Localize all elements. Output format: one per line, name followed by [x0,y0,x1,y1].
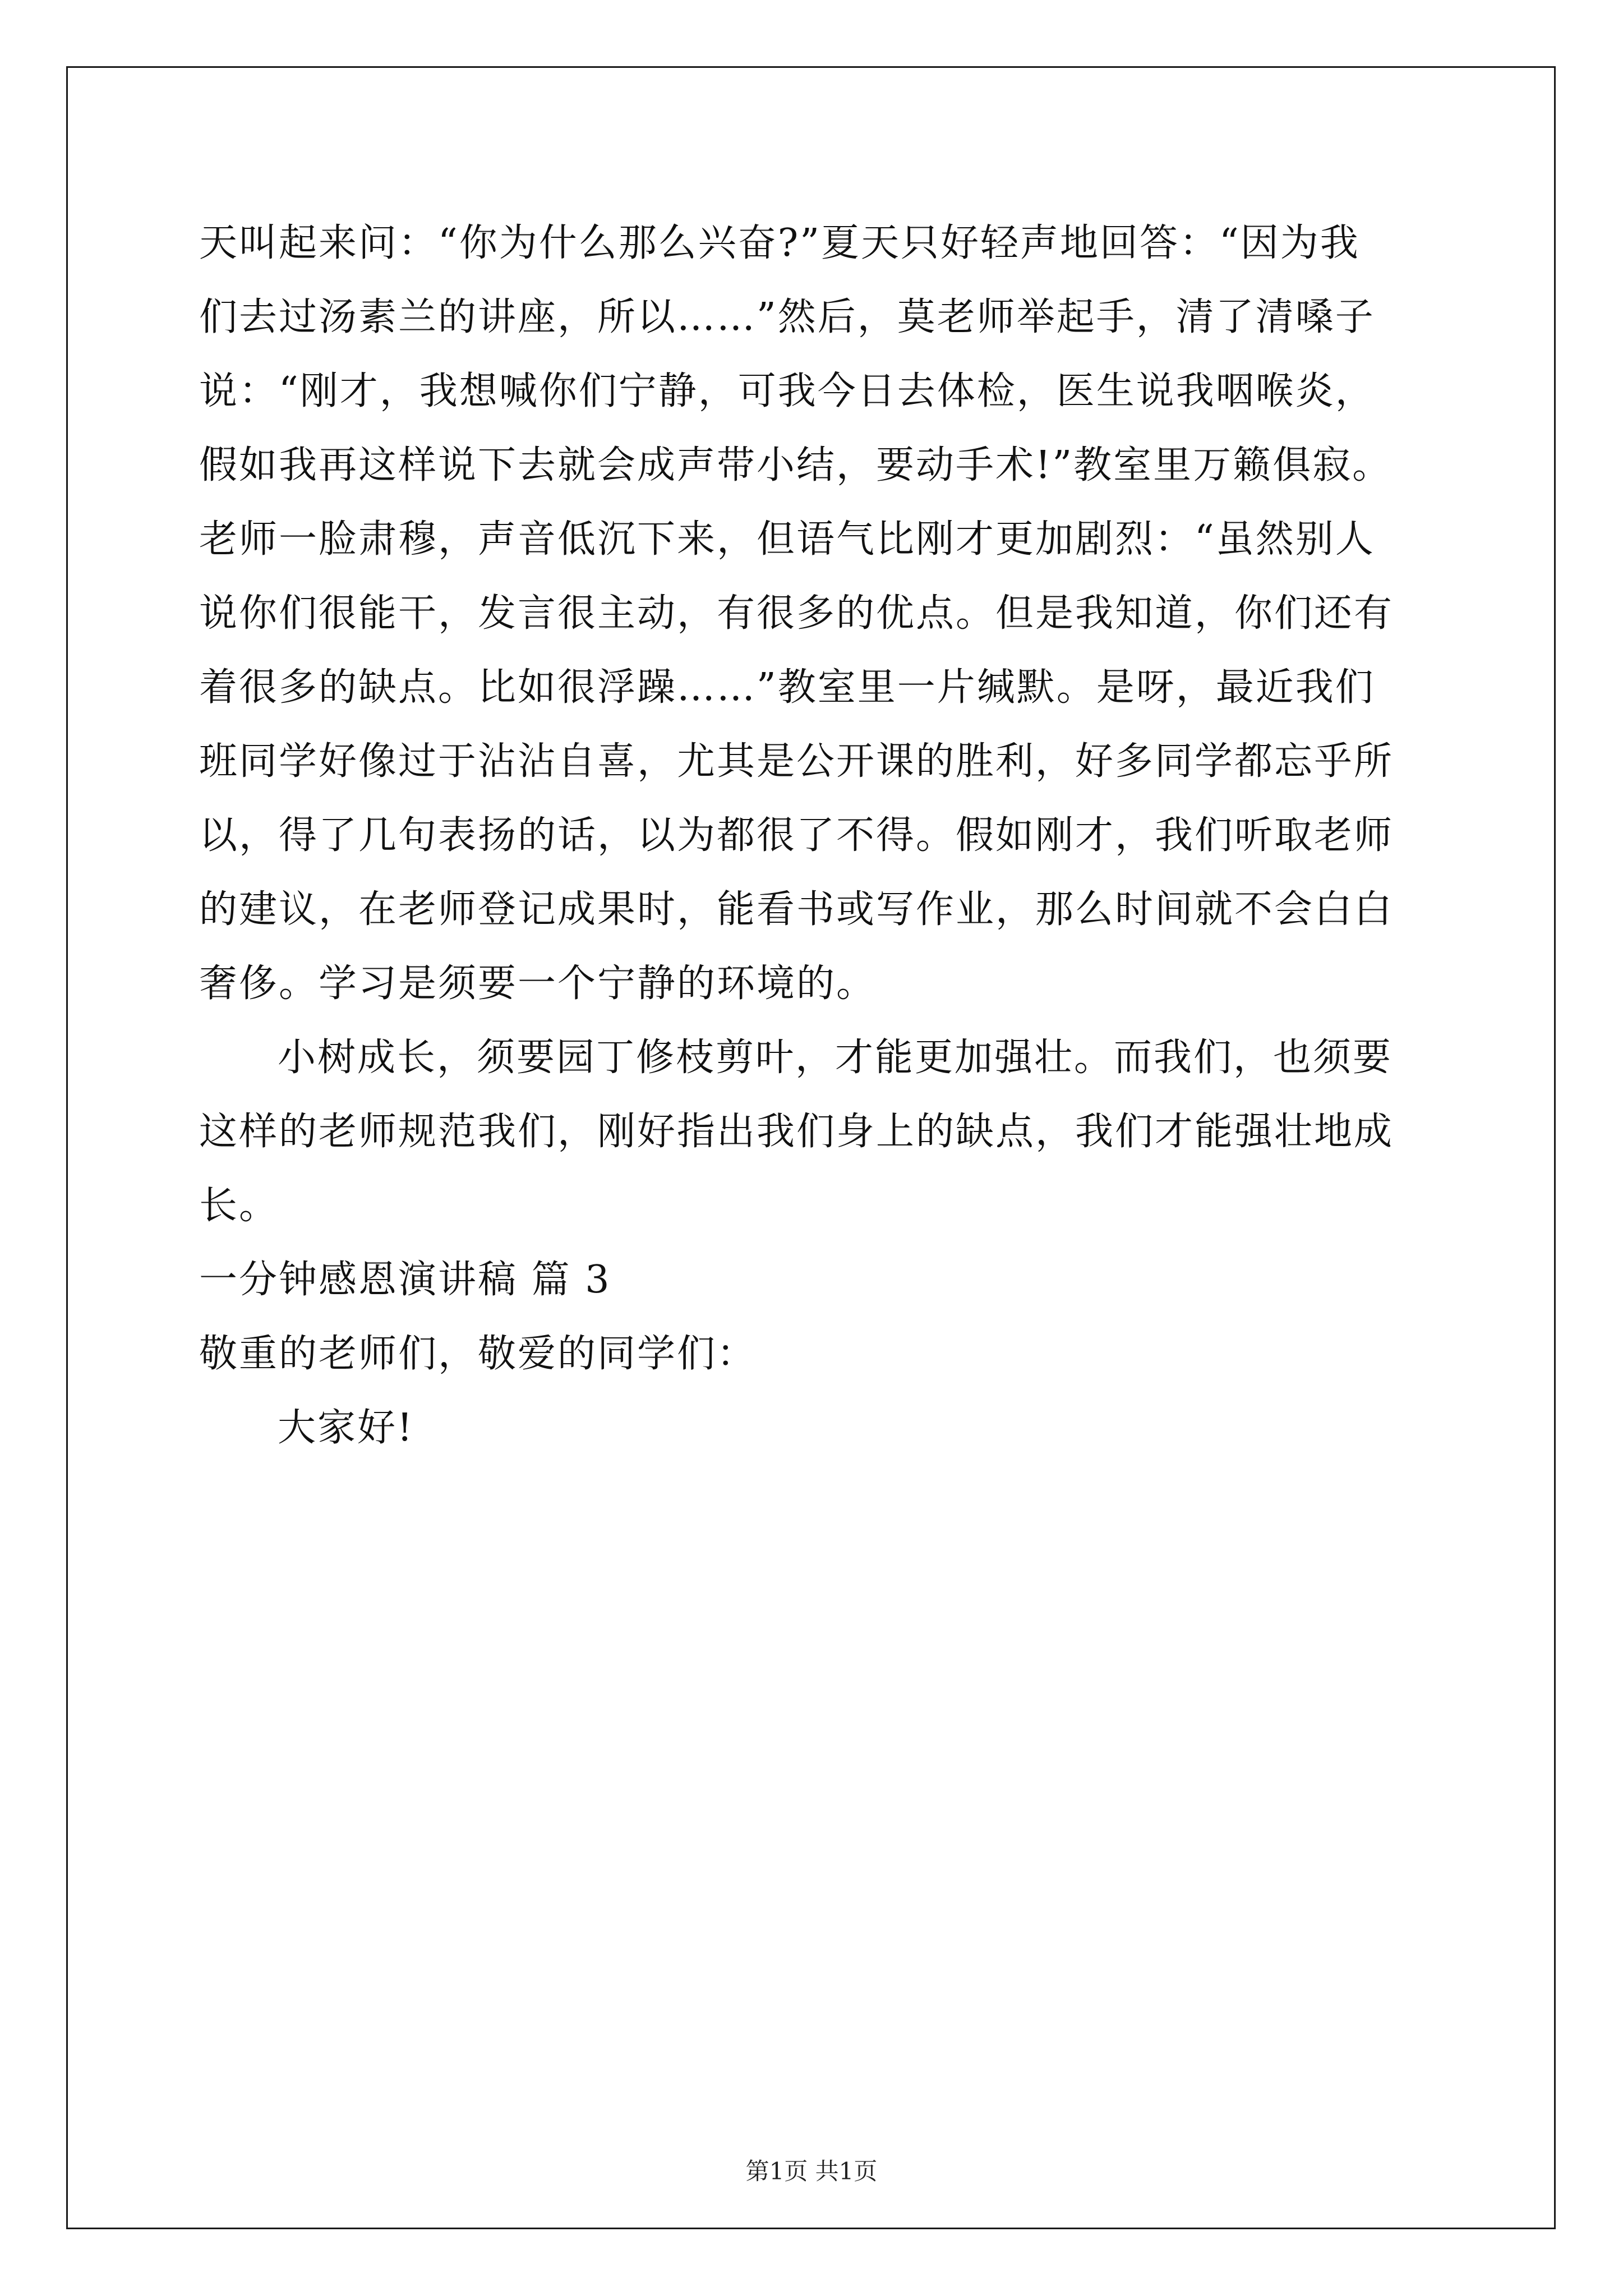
text-line: 奢侈。学习是须要一个宁静的环境的。 [199,961,877,1006]
text-line: 这样的老师规范我们，刚好指出我们身上的缺点，我们才能强壮地成 [199,1110,1394,1154]
text-line: 班同学好像过于沾沾自喜，尤其是公开课的胜利，好多同学都忘乎所 [199,739,1394,784]
text-line: 着很多的缺点。比如很浮躁……”教室里一片缄默。是呀，最近我们 [199,665,1375,710]
section-heading: 一分钟感恩演讲稿 篇 3 [199,1258,611,1302]
text-line: 天叫起来问：“你为什么那么兴奋?”夏天只好轻声地回答：“因为我 [199,221,1360,265]
text-line: 老师一脸肃穆，声音低沉下来，但语气比刚才更加剧烈：“虽然别人 [199,517,1375,562]
paragraph-start-line: 小树成长，须要园丁修枝剪叶，才能更加强壮。而我们，也须要 [278,1036,1393,1080]
text-line: 假如我再这样说下去就会成声带小结，要动手术!”教室里万籁俱寂。 [199,443,1393,487]
text-line: 说你们很能干，发言很主动，有很多的优点。但是我知道，你们还有 [199,591,1394,636]
page-number-footer: 第1页 共1页 [745,2157,878,2185]
text-line: 说：“刚才，我想喊你们宁静，可我今日去体检，医生说我咽喉炎， [199,369,1375,413]
salutation: 敬重的老师们，敬爱的同学们： [199,1332,757,1376]
text-line: 的建议，在老师登记成果时，能看书或写作业，那么时间就不会白白 [199,887,1394,932]
text-line: 们去过汤素兰的讲座，所以……”然后，莫老师举起手，清了清嗓子 [199,295,1375,339]
greeting: 大家好! [278,1406,414,1450]
text-line: 长。 [199,1184,279,1228]
text-line: 以，得了几句表扬的话，以为都很了不得。假如刚才，我们听取老师 [199,813,1394,858]
